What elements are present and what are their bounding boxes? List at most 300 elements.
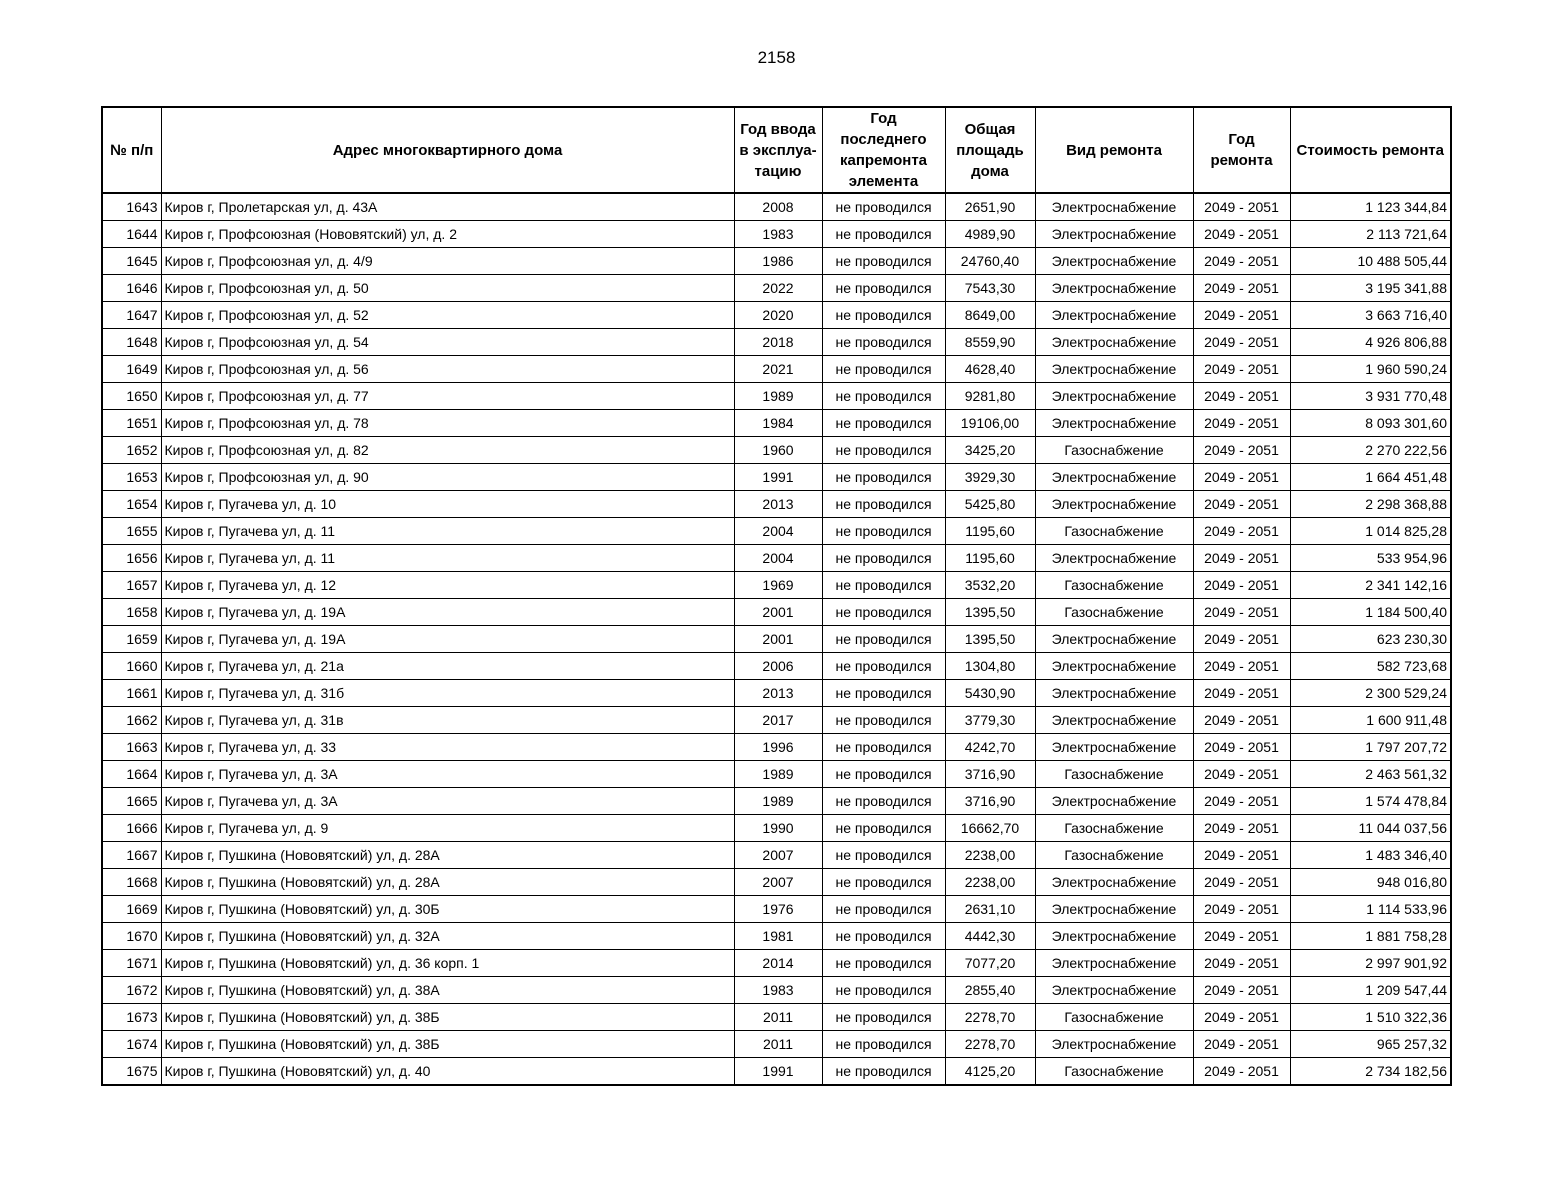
cell-address: Киров г, Пугачева ул, д. 19А xyxy=(161,599,734,626)
cell-repair-type: Электроснабжение xyxy=(1035,977,1193,1004)
cell-address: Киров г, Пушкина (Нововятский) ул, д. 38Б xyxy=(161,1031,734,1058)
cell-area: 16662,70 xyxy=(945,815,1035,842)
cell-repair-year: 2049 - 2051 xyxy=(1193,193,1290,221)
table-row xyxy=(102,545,1451,572)
table-row xyxy=(102,356,1451,383)
cell-repair-type: Газоснабжение xyxy=(1035,599,1193,626)
cell-repair-year: 2049 - 2051 xyxy=(1193,815,1290,842)
cell-last-repair: не проводился xyxy=(822,518,945,545)
cell-repair-year: 2049 - 2051 xyxy=(1193,626,1290,653)
table-row xyxy=(102,275,1451,302)
cell-year-built: 2020 xyxy=(734,302,822,329)
cell-year-built: 1981 xyxy=(734,923,822,950)
cell-year-built: 2008 xyxy=(734,193,822,221)
cell-address: Киров г, Профсоюзная ул, д. 54 xyxy=(161,329,734,356)
cell-repair-year: 2049 - 2051 xyxy=(1193,923,1290,950)
cell-area: 7077,20 xyxy=(945,950,1035,977)
table-body xyxy=(102,193,1451,1085)
cell-area: 8559,90 xyxy=(945,329,1035,356)
cell-address: Киров г, Профсоюзная ул, д. 77 xyxy=(161,383,734,410)
cell-year-built: 1983 xyxy=(734,977,822,1004)
cell-repair-type: Электроснабжение xyxy=(1035,275,1193,302)
cell-year-built: 2013 xyxy=(734,491,822,518)
cell-last-repair: не проводился xyxy=(822,680,945,707)
cell-last-repair: не проводился xyxy=(822,437,945,464)
table-row xyxy=(102,626,1451,653)
cell-year-built: 1991 xyxy=(734,464,822,491)
cell-address: Киров г, Пугачева ул, д. 19А xyxy=(161,626,734,653)
table-row xyxy=(102,923,1451,950)
cell-last-repair: не проводился xyxy=(822,626,945,653)
cell-repair-type: Электроснабжение xyxy=(1035,302,1193,329)
cell-repair-year: 2049 - 2051 xyxy=(1193,1058,1290,1086)
header-num: № п/п xyxy=(102,107,161,193)
cell-address: Киров г, Пушкина (Нововятский) ул, д. 28А xyxy=(161,842,734,869)
cell-address: Киров г, Профсоюзная ул, д. 52 xyxy=(161,302,734,329)
cell-cost: 1 483 346,40 xyxy=(1290,842,1451,869)
header-repair-type: Вид ремонта xyxy=(1035,107,1193,193)
cell-repair-type: Газоснабжение xyxy=(1035,815,1193,842)
cell-area: 3929,30 xyxy=(945,464,1035,491)
cell-repair-type: Газоснабжение xyxy=(1035,761,1193,788)
cell-repair-type: Электроснабжение xyxy=(1035,626,1193,653)
cell-area: 7543,30 xyxy=(945,275,1035,302)
table-row xyxy=(102,518,1451,545)
cell-repair-type: Электроснабжение xyxy=(1035,707,1193,734)
cell-year-built: 1996 xyxy=(734,734,822,761)
cell-cost: 8 093 301,60 xyxy=(1290,410,1451,437)
cell-cost: 2 341 142,16 xyxy=(1290,572,1451,599)
cell-num: 1674 xyxy=(102,1031,161,1058)
cell-address: Киров г, Пушкина (Нововятский) ул, д. 36 корп. 1 xyxy=(161,950,734,977)
cell-repair-year: 2049 - 2051 xyxy=(1193,221,1290,248)
cell-address: Киров г, Пугачева ул, д. 21а xyxy=(161,653,734,680)
cell-repair-type: Газоснабжение xyxy=(1035,437,1193,464)
cell-address: Киров г, Пушкина (Нововятский) ул, д. 40 xyxy=(161,1058,734,1086)
cell-year-built: 1984 xyxy=(734,410,822,437)
cell-area: 4628,40 xyxy=(945,356,1035,383)
cell-num: 1665 xyxy=(102,788,161,815)
cell-num: 1649 xyxy=(102,356,161,383)
cell-year-built: 2007 xyxy=(734,842,822,869)
cell-repair-type: Электроснабжение xyxy=(1035,248,1193,275)
repair-table xyxy=(101,106,1452,1086)
cell-repair-type: Электроснабжение xyxy=(1035,464,1193,491)
header-cost: Стоимость ремонта xyxy=(1290,107,1451,193)
cell-last-repair: не проводился xyxy=(822,869,945,896)
table-row xyxy=(102,1031,1451,1058)
cell-repair-year: 2049 - 2051 xyxy=(1193,680,1290,707)
cell-repair-year: 2049 - 2051 xyxy=(1193,491,1290,518)
cell-last-repair: не проводился xyxy=(822,572,945,599)
cell-repair-year: 2049 - 2051 xyxy=(1193,356,1290,383)
cell-cost: 2 463 561,32 xyxy=(1290,761,1451,788)
cell-num: 1667 xyxy=(102,842,161,869)
header-address: Адрес многоквартирного дома xyxy=(161,107,734,193)
table-row xyxy=(102,1058,1451,1086)
cell-address: Киров г, Профсоюзная ул, д. 78 xyxy=(161,410,734,437)
table-row xyxy=(102,896,1451,923)
cell-last-repair: не проводился xyxy=(822,275,945,302)
table-row xyxy=(102,302,1451,329)
cell-year-built: 1976 xyxy=(734,896,822,923)
cell-last-repair: не проводился xyxy=(822,545,945,572)
cell-area: 8649,00 xyxy=(945,302,1035,329)
cell-last-repair: не проводился xyxy=(822,761,945,788)
cell-area: 3532,20 xyxy=(945,572,1035,599)
cell-last-repair: не проводился xyxy=(822,491,945,518)
cell-num: 1670 xyxy=(102,923,161,950)
cell-year-built: 1990 xyxy=(734,815,822,842)
cell-last-repair: не проводился xyxy=(822,815,945,842)
cell-num: 1655 xyxy=(102,518,161,545)
cell-cost: 533 954,96 xyxy=(1290,545,1451,572)
cell-address: Киров г, Пугачева ул, д. 11 xyxy=(161,545,734,572)
cell-repair-year: 2049 - 2051 xyxy=(1193,437,1290,464)
cell-cost: 1 881 758,28 xyxy=(1290,923,1451,950)
cell-last-repair: не проводился xyxy=(822,842,945,869)
cell-last-repair: не проводился xyxy=(822,302,945,329)
cell-repair-type: Электроснабжение xyxy=(1035,1031,1193,1058)
cell-cost: 1 797 207,72 xyxy=(1290,734,1451,761)
cell-cost: 2 298 368,88 xyxy=(1290,491,1451,518)
cell-cost: 1 123 344,84 xyxy=(1290,193,1451,221)
cell-year-built: 2011 xyxy=(734,1004,822,1031)
cell-area: 1195,60 xyxy=(945,545,1035,572)
cell-last-repair: не проводился xyxy=(822,221,945,248)
table-header xyxy=(102,107,1451,193)
cell-num: 1644 xyxy=(102,221,161,248)
cell-last-repair: не проводился xyxy=(822,410,945,437)
cell-address: Киров г, Пугачева ул, д. 11 xyxy=(161,518,734,545)
cell-cost: 4 926 806,88 xyxy=(1290,329,1451,356)
cell-repair-type: Электроснабжение xyxy=(1035,356,1193,383)
cell-area: 2278,70 xyxy=(945,1031,1035,1058)
cell-address: Киров г, Пугачева ул, д. 9 xyxy=(161,815,734,842)
cell-area: 4442,30 xyxy=(945,923,1035,950)
cell-address: Киров г, Профсоюзная ул, д. 4/9 xyxy=(161,248,734,275)
cell-repair-type: Электроснабжение xyxy=(1035,193,1193,221)
cell-cost: 948 016,80 xyxy=(1290,869,1451,896)
cell-area: 2631,10 xyxy=(945,896,1035,923)
cell-last-repair: не проводился xyxy=(822,248,945,275)
cell-area: 2238,00 xyxy=(945,842,1035,869)
table-row xyxy=(102,680,1451,707)
cell-cost: 3 195 341,88 xyxy=(1290,275,1451,302)
cell-last-repair: не проводился xyxy=(822,1031,945,1058)
cell-num: 1661 xyxy=(102,680,161,707)
cell-cost: 1 209 547,44 xyxy=(1290,977,1451,1004)
table-row xyxy=(102,977,1451,1004)
cell-address: Киров г, Профсоюзная ул, д. 50 xyxy=(161,275,734,302)
cell-repair-type: Газоснабжение xyxy=(1035,1004,1193,1031)
cell-cost: 965 257,32 xyxy=(1290,1031,1451,1058)
header-year-built: Год ввода в эксплуа-тацию xyxy=(734,107,822,193)
cell-repair-year: 2049 - 2051 xyxy=(1193,599,1290,626)
cell-last-repair: не проводился xyxy=(822,193,945,221)
cell-num: 1660 xyxy=(102,653,161,680)
cell-num: 1675 xyxy=(102,1058,161,1086)
cell-last-repair: не проводился xyxy=(822,383,945,410)
cell-cost: 2 997 901,92 xyxy=(1290,950,1451,977)
cell-repair-year: 2049 - 2051 xyxy=(1193,1004,1290,1031)
cell-repair-type: Электроснабжение xyxy=(1035,545,1193,572)
table-row xyxy=(102,193,1451,221)
cell-repair-year: 2049 - 2051 xyxy=(1193,734,1290,761)
cell-repair-year: 2049 - 2051 xyxy=(1193,1031,1290,1058)
cell-repair-type: Электроснабжение xyxy=(1035,383,1193,410)
table-row xyxy=(102,464,1451,491)
cell-cost: 10 488 505,44 xyxy=(1290,248,1451,275)
cell-last-repair: не проводился xyxy=(822,464,945,491)
cell-repair-year: 2049 - 2051 xyxy=(1193,869,1290,896)
cell-address: Киров г, Профсоюзная ул, д. 82 xyxy=(161,437,734,464)
cell-cost: 623 230,30 xyxy=(1290,626,1451,653)
cell-repair-year: 2049 - 2051 xyxy=(1193,383,1290,410)
header-repair-year: Год ремонта xyxy=(1193,107,1290,193)
cell-year-built: 2004 xyxy=(734,518,822,545)
cell-last-repair: не проводился xyxy=(822,923,945,950)
cell-repair-year: 2049 - 2051 xyxy=(1193,410,1290,437)
cell-num: 1650 xyxy=(102,383,161,410)
cell-area: 4989,90 xyxy=(945,221,1035,248)
cell-area: 5425,80 xyxy=(945,491,1035,518)
cell-cost: 1 510 322,36 xyxy=(1290,1004,1451,1031)
table-row xyxy=(102,761,1451,788)
cell-area: 3425,20 xyxy=(945,437,1035,464)
cell-area: 4242,70 xyxy=(945,734,1035,761)
cell-year-built: 1986 xyxy=(734,248,822,275)
cell-address: Киров г, Пушкина (Нововятский) ул, д. 28А xyxy=(161,869,734,896)
header-area: Общая площадь дома xyxy=(945,107,1035,193)
header-row xyxy=(102,107,1451,193)
cell-area: 1395,50 xyxy=(945,626,1035,653)
cell-year-built: 2004 xyxy=(734,545,822,572)
table-row xyxy=(102,734,1451,761)
cell-repair-type: Электроснабжение xyxy=(1035,410,1193,437)
cell-year-built: 2011 xyxy=(734,1031,822,1058)
cell-area: 1395,50 xyxy=(945,599,1035,626)
cell-year-built: 2013 xyxy=(734,680,822,707)
cell-area: 2278,70 xyxy=(945,1004,1035,1031)
table-row xyxy=(102,437,1451,464)
table-row xyxy=(102,221,1451,248)
cell-last-repair: не проводился xyxy=(822,356,945,383)
cell-year-built: 1989 xyxy=(734,788,822,815)
cell-repair-type: Электроснабжение xyxy=(1035,221,1193,248)
page-number: 2158 xyxy=(757,48,796,67)
cell-year-built: 2014 xyxy=(734,950,822,977)
cell-year-built: 2001 xyxy=(734,599,822,626)
cell-year-built: 1989 xyxy=(734,761,822,788)
cell-num: 1656 xyxy=(102,545,161,572)
cell-num: 1643 xyxy=(102,193,161,221)
table-row xyxy=(102,815,1451,842)
cell-address: Киров г, Пушкина (Нововятский) ул, д. 32А xyxy=(161,923,734,950)
cell-cost: 1 600 911,48 xyxy=(1290,707,1451,734)
cell-repair-year: 2049 - 2051 xyxy=(1193,302,1290,329)
cell-year-built: 1960 xyxy=(734,437,822,464)
table-row xyxy=(102,707,1451,734)
cell-repair-type: Газоснабжение xyxy=(1035,572,1193,599)
cell-area: 9281,80 xyxy=(945,383,1035,410)
cell-cost: 1 184 500,40 xyxy=(1290,599,1451,626)
cell-num: 1648 xyxy=(102,329,161,356)
cell-num: 1663 xyxy=(102,734,161,761)
cell-repair-year: 2049 - 2051 xyxy=(1193,572,1290,599)
cell-area: 2238,00 xyxy=(945,869,1035,896)
header-last-repair: Год последнего капремонта элемента xyxy=(822,107,945,193)
table-row xyxy=(102,599,1451,626)
cell-year-built: 2021 xyxy=(734,356,822,383)
table-row xyxy=(102,950,1451,977)
cell-address: Киров г, Пушкина (Нововятский) ул, д. 30Б xyxy=(161,896,734,923)
cell-year-built: 1969 xyxy=(734,572,822,599)
cell-cost: 1 574 478,84 xyxy=(1290,788,1451,815)
cell-area: 3716,90 xyxy=(945,788,1035,815)
cell-cost: 3 931 770,48 xyxy=(1290,383,1451,410)
cell-num: 1647 xyxy=(102,302,161,329)
cell-cost: 2 734 182,56 xyxy=(1290,1058,1451,1086)
cell-num: 1673 xyxy=(102,1004,161,1031)
cell-cost: 1 014 825,28 xyxy=(1290,518,1451,545)
table-row xyxy=(102,572,1451,599)
cell-year-built: 2001 xyxy=(734,626,822,653)
cell-repair-year: 2049 - 2051 xyxy=(1193,788,1290,815)
cell-last-repair: не проводился xyxy=(822,896,945,923)
cell-cost: 582 723,68 xyxy=(1290,653,1451,680)
cell-repair-type: Электроснабжение xyxy=(1035,869,1193,896)
cell-area: 3716,90 xyxy=(945,761,1035,788)
cell-repair-type: Электроснабжение xyxy=(1035,788,1193,815)
table-row xyxy=(102,869,1451,896)
table-row xyxy=(102,491,1451,518)
cell-repair-type: Газоснабжение xyxy=(1035,1058,1193,1086)
cell-num: 1671 xyxy=(102,950,161,977)
cell-num: 1651 xyxy=(102,410,161,437)
cell-repair-year: 2049 - 2051 xyxy=(1193,977,1290,1004)
cell-num: 1653 xyxy=(102,464,161,491)
cell-address: Киров г, Пролетарская ул, д. 43А xyxy=(161,193,734,221)
cell-address: Киров г, Пугачева ул, д. 31в xyxy=(161,707,734,734)
cell-area: 4125,20 xyxy=(945,1058,1035,1086)
cell-area: 3779,30 xyxy=(945,707,1035,734)
cell-address: Киров г, Пугачева ул, д. 12 xyxy=(161,572,734,599)
cell-year-built: 1983 xyxy=(734,221,822,248)
cell-last-repair: не проводился xyxy=(822,329,945,356)
cell-address: Киров г, Пугачева ул, д. 3А xyxy=(161,788,734,815)
cell-repair-type: Электроснабжение xyxy=(1035,680,1193,707)
cell-num: 1652 xyxy=(102,437,161,464)
cell-last-repair: не проводился xyxy=(822,950,945,977)
cell-last-repair: не проводился xyxy=(822,1004,945,1031)
cell-last-repair: не проводился xyxy=(822,788,945,815)
cell-repair-type: Электроснабжение xyxy=(1035,491,1193,518)
cell-address: Киров г, Пушкина (Нововятский) ул, д. 38Б xyxy=(161,1004,734,1031)
cell-num: 1664 xyxy=(102,761,161,788)
cell-address: Киров г, Пугачева ул, д. 3А xyxy=(161,761,734,788)
cell-num: 1654 xyxy=(102,491,161,518)
cell-cost: 2 113 721,64 xyxy=(1290,221,1451,248)
cell-cost: 2 270 222,56 xyxy=(1290,437,1451,464)
cell-address: Киров г, Профсоюзная ул, д. 56 xyxy=(161,356,734,383)
cell-num: 1662 xyxy=(102,707,161,734)
cell-repair-type: Электроснабжение xyxy=(1035,950,1193,977)
cell-num: 1658 xyxy=(102,599,161,626)
cell-repair-year: 2049 - 2051 xyxy=(1193,761,1290,788)
cell-cost: 1 114 533,96 xyxy=(1290,896,1451,923)
cell-num: 1646 xyxy=(102,275,161,302)
cell-year-built: 2017 xyxy=(734,707,822,734)
cell-address: Киров г, Профсоюзная (Нововятский) ул, д. 2 xyxy=(161,221,734,248)
cell-cost: 11 044 037,56 xyxy=(1290,815,1451,842)
cell-cost: 2 300 529,24 xyxy=(1290,680,1451,707)
cell-address: Киров г, Профсоюзная ул, д. 90 xyxy=(161,464,734,491)
cell-num: 1672 xyxy=(102,977,161,1004)
cell-last-repair: не проводился xyxy=(822,599,945,626)
cell-repair-year: 2049 - 2051 xyxy=(1193,248,1290,275)
cell-repair-type: Электроснабжение xyxy=(1035,896,1193,923)
table-row xyxy=(102,842,1451,869)
table-row xyxy=(102,788,1451,815)
cell-area: 1195,60 xyxy=(945,518,1035,545)
cell-repair-year: 2049 - 2051 xyxy=(1193,464,1290,491)
cell-address: Киров г, Пушкина (Нововятский) ул, д. 38А xyxy=(161,977,734,1004)
cell-last-repair: не проводился xyxy=(822,1058,945,1086)
cell-repair-year: 2049 - 2051 xyxy=(1193,653,1290,680)
cell-area: 19106,00 xyxy=(945,410,1035,437)
table-row xyxy=(102,329,1451,356)
cell-repair-type: Газоснабжение xyxy=(1035,518,1193,545)
cell-repair-year: 2049 - 2051 xyxy=(1193,707,1290,734)
cell-area: 5430,90 xyxy=(945,680,1035,707)
cell-num: 1668 xyxy=(102,869,161,896)
table-row xyxy=(102,383,1451,410)
cell-repair-type: Электроснабжение xyxy=(1035,653,1193,680)
cell-year-built: 1991 xyxy=(734,1058,822,1086)
cell-num: 1645 xyxy=(102,248,161,275)
cell-repair-type: Электроснабжение xyxy=(1035,923,1193,950)
cell-repair-type: Газоснабжение xyxy=(1035,842,1193,869)
cell-last-repair: не проводился xyxy=(822,707,945,734)
cell-year-built: 2018 xyxy=(734,329,822,356)
cell-cost: 1 664 451,48 xyxy=(1290,464,1451,491)
table-row xyxy=(102,248,1451,275)
cell-address: Киров г, Пугачева ул, д. 10 xyxy=(161,491,734,518)
cell-num: 1659 xyxy=(102,626,161,653)
cell-year-built: 1989 xyxy=(734,383,822,410)
cell-address: Киров г, Пугачева ул, д. 33 xyxy=(161,734,734,761)
table-row xyxy=(102,410,1451,437)
cell-address: Киров г, Пугачева ул, д. 31б xyxy=(161,680,734,707)
cell-repair-type: Электроснабжение xyxy=(1035,734,1193,761)
table-row xyxy=(102,1004,1451,1031)
cell-repair-year: 2049 - 2051 xyxy=(1193,950,1290,977)
cell-num: 1666 xyxy=(102,815,161,842)
cell-num: 1657 xyxy=(102,572,161,599)
cell-year-built: 2022 xyxy=(734,275,822,302)
cell-area: 1304,80 xyxy=(945,653,1035,680)
cell-year-built: 2006 xyxy=(734,653,822,680)
cell-cost: 1 960 590,24 xyxy=(1290,356,1451,383)
cell-repair-year: 2049 - 2051 xyxy=(1193,518,1290,545)
cell-repair-year: 2049 - 2051 xyxy=(1193,275,1290,302)
cell-num: 1669 xyxy=(102,896,161,923)
cell-repair-year: 2049 - 2051 xyxy=(1193,545,1290,572)
cell-area: 24760,40 xyxy=(945,248,1035,275)
cell-area: 2855,40 xyxy=(945,977,1035,1004)
cell-cost: 3 663 716,40 xyxy=(1290,302,1451,329)
